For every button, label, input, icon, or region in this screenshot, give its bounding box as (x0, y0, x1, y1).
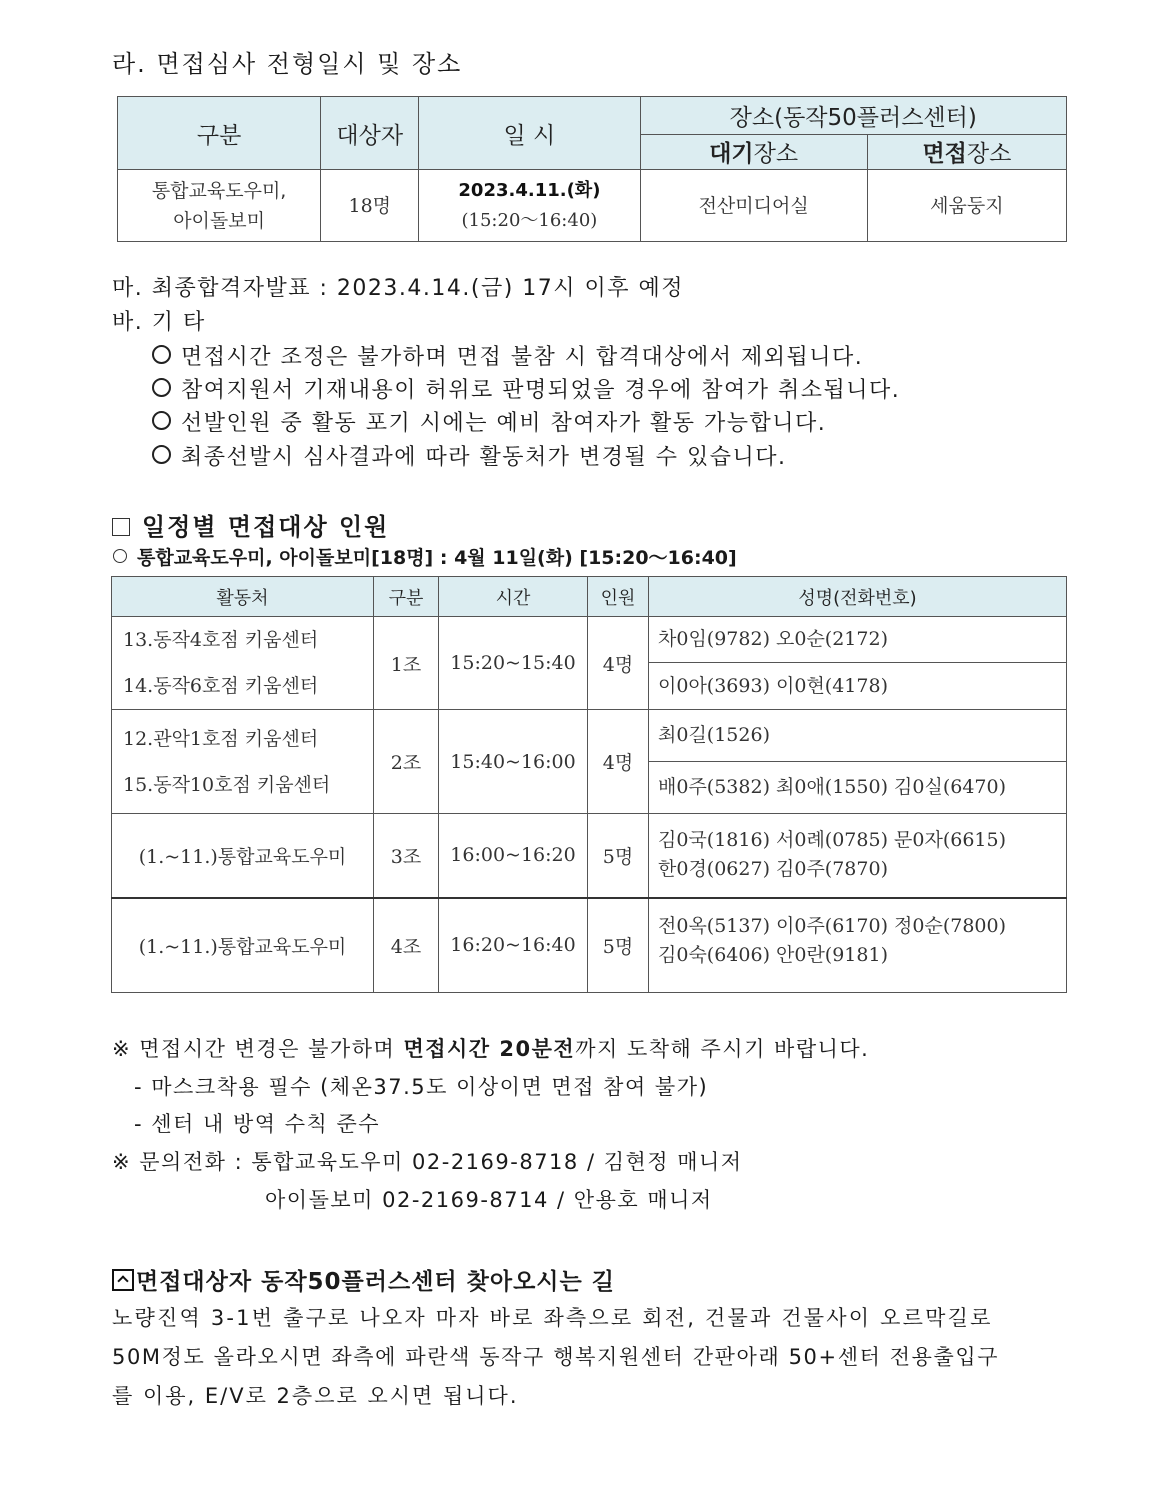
cell-group: 2조 (374, 710, 439, 814)
cell-names: 최0길(1526) (649, 710, 1067, 762)
cell-target: 18명 (321, 170, 419, 242)
header-location-group: 장소(동작50플러스센터) (640, 97, 1066, 135)
header-interview-place (867, 134, 1066, 170)
cell-time: 16:20~16:40 (439, 898, 588, 993)
cell-group: 3조 (374, 814, 439, 898)
cell-count: 5명 (588, 814, 649, 898)
header-count: 인원 (588, 577, 649, 617)
circle-bullet-icon (152, 445, 171, 464)
site-name: 13.동작4호점 키움센터 (123, 629, 319, 651)
cell-datetime (419, 170, 640, 242)
header-waiting-bold: 대기 (709, 141, 754, 168)
note-prefix: ※ 면접시간 변경은 불가하며 (112, 1037, 404, 1061)
cell-names (649, 898, 1067, 993)
names-line: 김0숙(6406) 안0란(9181) (658, 944, 888, 967)
header-group: 구분 (374, 577, 439, 617)
header-target: 대상자 (321, 97, 419, 170)
etc-bullet-1 (152, 340, 863, 371)
cell-names (649, 814, 1067, 898)
table-row (112, 898, 1067, 993)
cell-waiting-place: 전산미디어실 (640, 170, 867, 242)
etc-bullet-4 (152, 440, 787, 471)
note-suffix: 까지 도착해 주시기 바랍니다. (575, 1037, 870, 1061)
section-ra-title: 라. 면접심사 전형일시 및 장소 (112, 50, 463, 78)
cell-group: 4조 (374, 898, 439, 993)
cell-time: 16:00~16:20 (439, 814, 588, 898)
category-line-2: 아이돌보미 (173, 209, 265, 232)
directions-line-3: 를 이용, E/V로 2층으로 오시면 됩니다. (112, 1384, 519, 1408)
cell-time: 15:40~16:00 (439, 710, 588, 814)
site-name: 14.동작6호점 키움센터 (123, 675, 319, 697)
circle-bullet-icon (152, 378, 171, 397)
category-line-1: 통합교육도우미, (151, 179, 287, 202)
header-interview-rest: 장소 (966, 141, 1012, 168)
cell-group: 1조 (374, 617, 439, 710)
cell-time: 15:20~15:40 (439, 617, 588, 710)
header-interview-bold: 면접 (922, 141, 967, 168)
cell-site: (1.~11.)통합교육도우미 (112, 814, 374, 898)
circle-bullet-icon (152, 411, 171, 430)
table-row (112, 814, 1067, 898)
date-text: 2023.4.11.(화) (458, 179, 601, 201)
schedule-table (111, 576, 1067, 993)
cell-interview-place: 세움둥지 (867, 170, 1066, 242)
cell-names: 차0임(9782) 오0순(2172) (649, 617, 1067, 663)
note-arrival (112, 1033, 869, 1063)
cell-site (112, 710, 374, 814)
cell-site: (1.~11.)통합교육도우미 (112, 898, 374, 993)
header-site: 활동처 (112, 577, 374, 617)
names-line: 전0옥(5137) 이0주(6170) 정0순(7800) (658, 915, 1007, 938)
contact-line-1: ※ 문의전화 : 통합교육도우미 02-2169-8718 / 김현정 매니저 (112, 1150, 743, 1174)
schedule-title-text: 일정별 면접대상 인원 (142, 513, 390, 541)
etc-bullet-text: 선발인원 중 활동 포기 시에는 예비 참여자가 활동 가능합니다. (181, 411, 827, 436)
header-time: 시간 (439, 577, 588, 617)
etc-bullet-text: 최종선발시 심사결과에 따라 활동처가 변경될 수 있습니다. (181, 445, 787, 470)
etc-bullet-3 (152, 406, 826, 437)
schedule-title (112, 507, 389, 542)
note-bold: 면접시간 20분전 (403, 1037, 576, 1061)
etc-bullet-text: 면접시간 조정은 불가하며 면접 불참 시 합격대상에서 제외됩니다. (181, 345, 864, 370)
contact-line-2: 아이돌보미 02-2169-8714 / 안용호 매니저 (265, 1188, 713, 1212)
cell-count: 4명 (588, 710, 649, 814)
cell-count: 5명 (588, 898, 649, 993)
etc-bullet-2 (152, 373, 900, 404)
table-row (112, 617, 1067, 663)
cell-site (112, 617, 374, 710)
names-line: 한0경(0627) 김0주(7870) (658, 858, 888, 881)
site-name: 15.동작10호점 키움센터 (123, 773, 331, 796)
section-ba-title: 바. 기 타 (112, 310, 206, 335)
directions-title (112, 1263, 615, 1296)
final-announcement: 마. 최종합격자발표 : 2023.4.14.(금) 17시 이후 예정 (112, 276, 685, 301)
circle-bullet-icon (152, 345, 171, 364)
interview-venue-table (117, 96, 1067, 242)
boxed-caret-icon (112, 1269, 134, 1291)
header-waiting-place (640, 134, 867, 170)
names-line: 김0국(1816) 서0례(0785) 문0자(6615) (658, 829, 1007, 852)
header-datetime: 일 시 (419, 97, 640, 170)
cell-names: 배0주(5382) 최0애(1550) 김0실(6470) (649, 762, 1067, 814)
table-row (112, 710, 1067, 762)
header-names: 성명(전화번호) (649, 577, 1067, 617)
note-quarantine: - 센터 내 방역 수칙 준수 (134, 1112, 381, 1136)
circle-bullet-icon (113, 549, 127, 563)
directions-line-2: 50M정도 올라오시면 좌측에 파란색 동작구 행복지원센터 간판아래 50+센터 전용출입구 (112, 1345, 1000, 1369)
cell-names: 이0아(3693) 이0현(4178) (649, 663, 1067, 710)
site-name: 12.관악1호점 키움센터 (123, 727, 319, 750)
cell-category (118, 170, 321, 242)
note-mask: - 마스크착용 필수 (체온37.5도 이상이면 면접 참여 불가) (134, 1075, 709, 1099)
schedule-subtitle-text: 통합교육도우미, 아이돌보미[18명] : 4월 11일(화) [15:20～16:40] (137, 547, 737, 569)
time-range-text: (15:20～16:40) (461, 209, 598, 231)
directions-line-1: 노량진역 3-1번 출구로 나오자 마자 바로 좌측으로 회전, 건물과 건물사이 오르막길로 (112, 1306, 993, 1330)
header-waiting-rest: 장소 (753, 141, 799, 168)
directions-title-text: 면접대상자 동작50플러스센터 찾아오시는 길 (136, 1269, 615, 1295)
cell-count: 4명 (588, 617, 649, 710)
schedule-subtitle (113, 543, 737, 570)
etc-bullet-text: 참여지원서 기재내용이 허위로 판명되었을 경우에 참여가 취소됩니다. (181, 378, 901, 403)
header-category: 구분 (118, 97, 321, 170)
square-bullet-icon (112, 518, 130, 536)
